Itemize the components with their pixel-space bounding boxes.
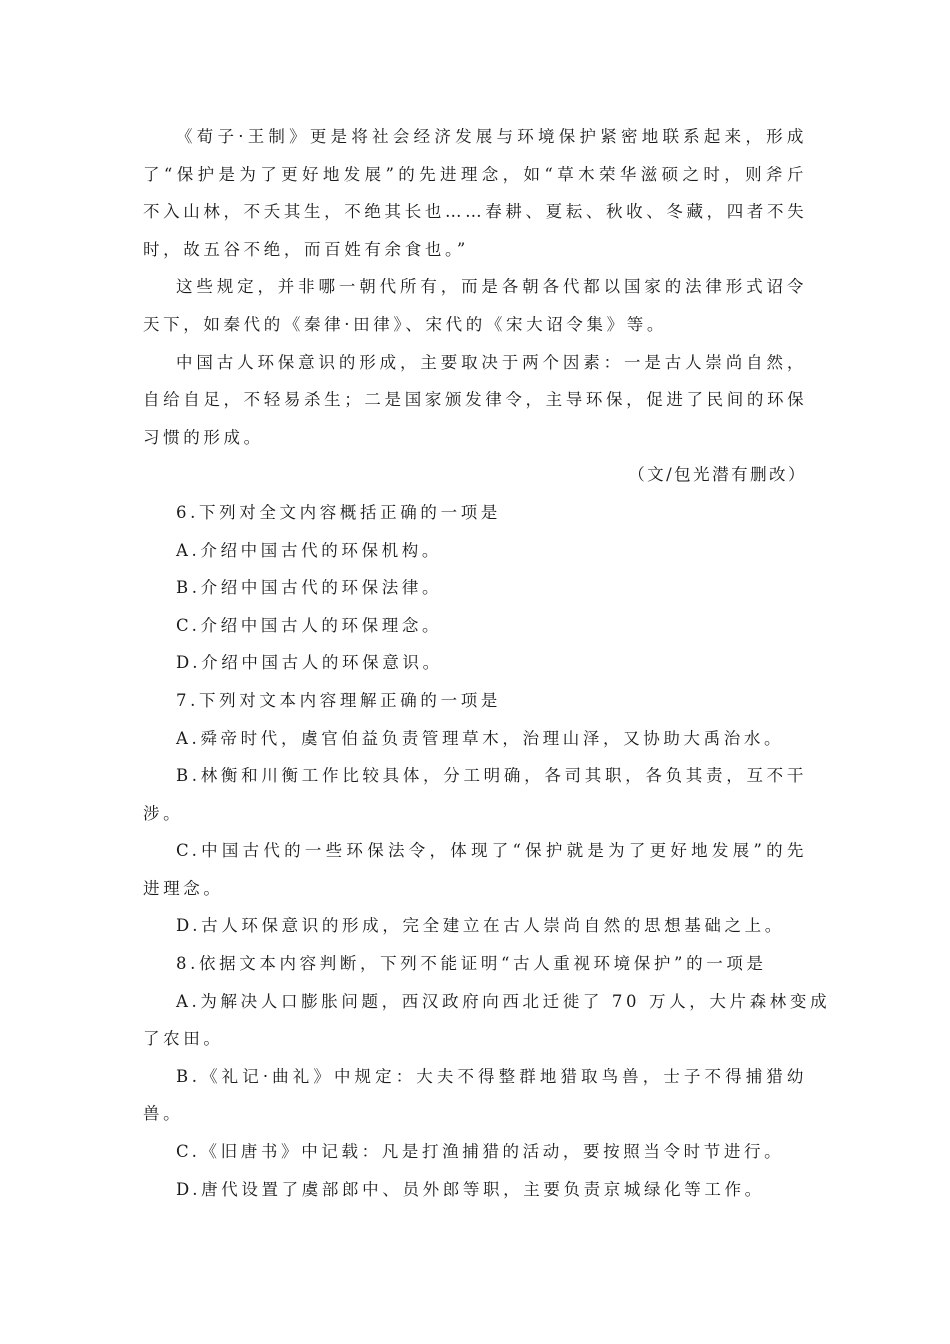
question-6 xyxy=(143,494,807,682)
option-b-continued: 兽。 xyxy=(143,1104,184,1124)
option-b: B.《礼记·曲礼》中规定：大夫不得整群地猎取鸟兽，士子不得捕猎幼 xyxy=(176,1066,807,1086)
question-stem: 8.依据文本内容判断，下列不能证明“古人重视环境保护”的一项是 xyxy=(176,954,767,974)
option-a: A.舜帝时代，虞官伯益负责管理草木，治理山泽，又协助大禹治水。 xyxy=(176,728,785,748)
document-page xyxy=(143,118,831,1208)
question-8 xyxy=(143,945,831,1208)
option-d: D.唐代设置了虞部郎中、员外郎等职，主要负责京城绿化等工作。 xyxy=(176,1179,765,1199)
text-line: 这些规定，并非哪一朝代所有，而是各朝各代都以国家的法律形式诏令 xyxy=(176,277,807,297)
passage-paragraph xyxy=(143,344,807,457)
option-b: B.林衡和川衡工作比较具体，分工明确，各司其职，各负其责，互不干 xyxy=(176,766,807,786)
option-c: C.介绍中国古人的环保理念。 xyxy=(176,615,443,635)
question-7 xyxy=(143,682,807,945)
option-a: A.介绍中国古代的环保机构。 xyxy=(176,540,442,560)
option-d: D.古人环保意识的形成，完全建立在古人崇尚自然的思想基础之上。 xyxy=(176,916,785,936)
option-b-continued: 涉。 xyxy=(143,803,184,823)
option-c-continued: 进理念。 xyxy=(143,878,224,898)
option-a-continued: 了农田。 xyxy=(143,1029,224,1049)
text-line: 自给自足，不轻易杀生；二是国家颁发律令，主导环保，促进了民间的环保 xyxy=(143,390,808,410)
text-line: 《荀子·王制》更是将社会经济发展与环境保护紧密地联系起来，形成 xyxy=(176,127,807,146)
option-d: D.介绍中国古人的环保意识。 xyxy=(176,653,443,673)
text-line: 不入山林，不夭其生，不绝其长也……春耕、夏耘、秋收、冬藏，四者不失 xyxy=(143,202,808,222)
source-attribution: （文/包光潜有删改） xyxy=(628,465,807,485)
text-line: 时，故五谷不绝，而百姓有余食也。” xyxy=(143,239,469,259)
text-line: 中国古人环保意识的形成，主要取决于两个因素：一是古人崇尚自然， xyxy=(176,352,807,372)
option-b: B.介绍中国古代的环保法律。 xyxy=(176,578,443,598)
text-line: 了“保护是为了更好地发展”的先进理念，如“草木荣华滋硕之时，则斧斤 xyxy=(143,164,807,184)
option-c: C.《旧唐书》中记载：凡是打渔捕猎的活动，要按照当令时节进行。 xyxy=(176,1142,785,1162)
option-a: A.为解决人口膨胀问题，西汉政府向西北迁徙了 70 万人，大片森林变成 xyxy=(176,991,831,1011)
passage-paragraph xyxy=(143,268,807,343)
passage-paragraph xyxy=(143,118,807,268)
option-c: C.中国古代的一些环保法令，体现了“保护就是为了更好地发展”的先 xyxy=(176,841,807,861)
text-line: 天下，如秦代的《秦律·田律》、宋代的《宋大诏令集》等。 xyxy=(143,314,668,334)
text-line: 习惯的形成。 xyxy=(143,427,264,447)
question-stem: 6.下列对全文内容概括正确的一项是 xyxy=(176,502,501,522)
question-stem: 7.下列对文本内容理解正确的一项是 xyxy=(176,690,501,710)
